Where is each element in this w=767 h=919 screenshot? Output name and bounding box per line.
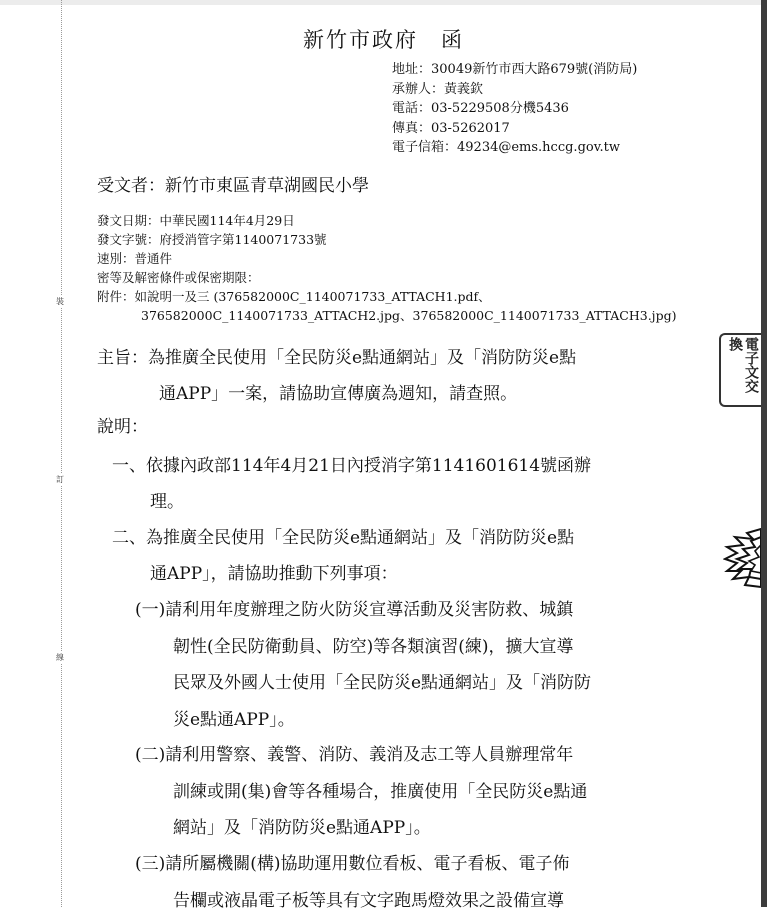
sub-item-2-line: 網站」及「消防防災e點通APP」。 xyxy=(135,810,587,847)
attachments-line-2: 376582000C_1140071733_ATTACH2.jpg、376582000C_1140071733_ATTACH3.jpg) xyxy=(97,306,676,325)
item-1 xyxy=(112,448,591,520)
viewer-top-edge xyxy=(0,0,767,5)
exchange-stamp xyxy=(719,333,761,407)
meta-block xyxy=(97,211,676,325)
sub-item-3-line: (三)請所屬機關(構)協助運用數位看板、電子看板、電子佈 xyxy=(135,846,570,883)
contact-email: 電子信箱：49234@ems.hccg.gov.tw xyxy=(392,138,637,158)
item-2 xyxy=(112,520,574,592)
exchange-stamp-text: 電子文交換 xyxy=(727,337,759,405)
contact-address: 地址：30049新竹市西大路679號(消防局) xyxy=(392,60,637,80)
seal-icon-graphic xyxy=(723,527,761,589)
sub-item-2 xyxy=(135,737,587,847)
subject-line-1: 主旨：為推廣全民使用「全民防災e點通網站」及「消防防災e點 xyxy=(97,340,576,376)
sub-item-1-line: 災e點通APP」。 xyxy=(135,702,591,739)
contact-phone: 電話：03-5229508分機5436 xyxy=(392,99,637,119)
security-level: 密等及解密條件或保密期限： xyxy=(97,268,676,287)
contact-fax: 傳真：03-5262017 xyxy=(392,119,637,139)
sub-item-1-line: 民眾及外國人士使用「全民防災e點通網站」及「消防防 xyxy=(135,665,591,702)
contact-handler: 承辦人：黃義欽 xyxy=(392,80,637,100)
item-2-line: 通APP」，請協助推動下列事項： xyxy=(112,556,574,592)
issue-date: 發文日期：中華民國114年4月29日 xyxy=(97,211,676,230)
seal-icon xyxy=(723,527,761,589)
sub-item-3-line: 告欄或液晶電子板等具有文字跑馬燈效果之設備宣導 xyxy=(135,883,570,919)
sub-item-1 xyxy=(135,592,591,738)
item-2-line: 二、為推廣全民使用「全民防災e點通網站」及「消防防災e點 xyxy=(112,520,574,556)
viewer-scrollbar[interactable] xyxy=(761,0,767,907)
item-1-line: 一、依據內政部114年4月21日內授消字第1141601614號函辦 xyxy=(112,448,591,484)
binding-mark-zhuang: 裝 xyxy=(56,296,64,308)
recipient: 受文者：新竹市東區青草湖國民小學 xyxy=(97,171,369,196)
document-number: 發文字號：府授消管字第1140071733號 xyxy=(97,230,676,249)
sub-item-2-line: (二)請利用警察、義警、消防、義消及志工等人員辦理常年 xyxy=(135,737,587,774)
sub-item-3 xyxy=(135,846,570,919)
sub-item-1-line: 韌性(全民防衛動員、防空)等各類演習(練)，擴大宣導 xyxy=(135,629,591,666)
item-1-line: 理。 xyxy=(112,484,591,520)
contact-block xyxy=(392,60,637,158)
subject xyxy=(97,340,576,412)
subject-line-2: 通APP」一案，請協助宣傳廣為週知，請查照。 xyxy=(97,376,576,412)
speed-class: 速別：普通件 xyxy=(97,249,676,268)
explain-heading: 說明： xyxy=(97,412,148,437)
attachments-line-1: 附件：如說明一及三 (376582000C_1140071733_ATTACH1.pdf、 xyxy=(97,287,676,306)
sub-item-2-line: 訓練或開(集)會等各種場合，推廣使用「全民防災e點通 xyxy=(135,774,587,811)
binding-mark-ding: 訂 xyxy=(56,474,64,486)
document-title: 新竹市政府 函 xyxy=(0,24,767,54)
sub-item-1-line: (一)請利用年度辦理之防火防災宣導活動及災害防救、城鎮 xyxy=(135,592,591,629)
binding-line xyxy=(61,0,62,907)
binding-mark-xian: 線 xyxy=(56,652,64,664)
